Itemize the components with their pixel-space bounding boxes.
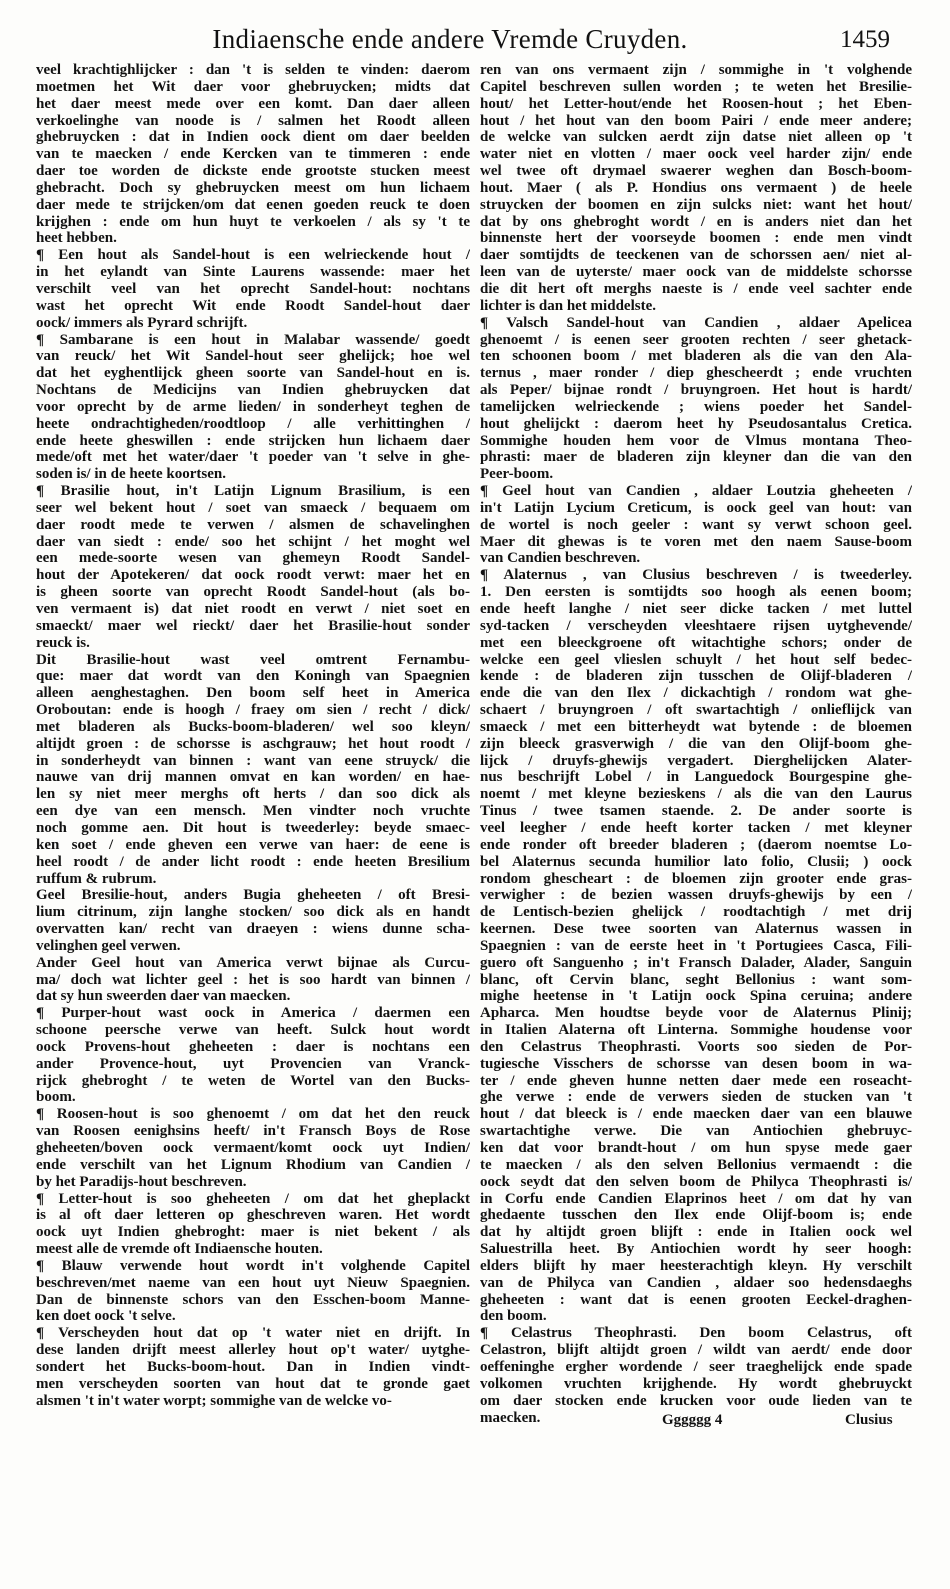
text-line: het daer meest mede over een komt. Dan daer alleen <box>36 95 470 112</box>
text-line: elders blijft hy maer heesterachtigh kleyn. Hy verschilt <box>480 1257 912 1274</box>
text-line: struycken der boomen en zijn sulcks niet: want het hout/ <box>480 196 912 213</box>
text-line: ende ronder oft breeder bladeren ; (daerom noemtse Lo- <box>480 836 912 853</box>
text-line: den Celastrus Theophrasti. Voorts soo sieden de Por- <box>480 1038 912 1055</box>
text-line: by het Paradijs-hout beschreven. <box>36 1173 247 1190</box>
text-line: daer somtijdts de teeckenen van de schorssen aen/ niet al- <box>480 247 912 264</box>
text-line: seer wel bekent hout / soet van smaeck / bequaem om <box>36 499 470 516</box>
text-line: lium citrinum, zijn langhe stocken/ soo dick als en handt <box>36 904 470 921</box>
text-line: lijck / druyfs-ghewijs vergadert. Dierghelijcken Alater- <box>480 752 912 769</box>
page-number: 1459 <box>840 26 890 53</box>
text-line: ¶ Brasilie hout, in't Latijn Lignum Brasilium, is een <box>36 483 470 500</box>
text-line: van reuck/ het Wit Sandel-hout seer ghelijck; hoe wel <box>36 348 470 365</box>
text-line: syd-tacken / verscheyden vleeshtaere rijsen uytghevende/ <box>480 617 912 634</box>
text-line: Celastron, blijft altijdt groen / wildt van aerdt/ ende door <box>480 1342 912 1359</box>
text-line: daer toe worden de dickste ende grootste stucken meest <box>36 163 470 180</box>
text-line: Saluestrilla heet. By Antiochien wordt hy seer hoogh: <box>480 1241 912 1258</box>
text-line: dat sy hun sweerden daer van maecken. <box>36 988 291 1005</box>
text-line: ende die van den Ilex / dickachtigh / rondom wat ghe- <box>480 685 912 702</box>
text-line: reuck is. <box>36 634 90 651</box>
text-line: mede/oft met het water/daer 't poeder van 't selve in ghe- <box>36 449 470 466</box>
text-line: de Lentisch-bezien ghelijck / roodtachtigh / met drij <box>480 904 912 921</box>
text-line: nauwe van drij mannen omvat en kan worden/ en hae- <box>36 769 470 786</box>
text-line: Oroboutan: ende is hoogh / fraey om sien / recht / dick/ <box>36 702 470 719</box>
text-line: ¶ Letter-hout is soo gheheeten / om dat het gheplackt <box>36 1190 470 1207</box>
text-line: veel krachtighlijcker : dan 't is selden te vinden: daerom <box>36 62 470 78</box>
text-line: ¶ Alaternus , van Clusius beschreven / is tweederley. <box>480 567 912 584</box>
text-line: oock seydt dat den selven boom de Philyca Theophrasti is/ <box>480 1173 912 1190</box>
text-line: van Roosen eenighsins heeft/ in't Fransch Boys de Rose <box>36 1123 470 1140</box>
text-line: Tinus / twee tsamen staende. 2. De ander soorte is <box>480 803 912 820</box>
text-line: in't Latijn Lycium Creticum, is oock geel van hout: van <box>480 499 912 516</box>
text-line: Dan de binnenste schors van den Esschen-boom Manne- <box>36 1291 470 1308</box>
text-line: alsmen 't in't water worpt; sommighe van de welcke vo- <box>36 1392 392 1409</box>
text-line: wast het oprecht Wit ende Roodt Sandel-hout daer <box>36 297 470 314</box>
text-line: ten schoonen boom / met bladeren als die van den Ala- <box>480 348 912 365</box>
text-line: Geel Bresilie-hout, anders Bugia gheheeten / oft Bresi- <box>36 887 470 904</box>
text-line: rondom ghescheart : de bloemen zijn grooter ende gras- <box>480 870 912 887</box>
text-line: Spaegnien : van de eerste heet in 't Portugiees Casca, Fili- <box>480 937 912 954</box>
text-line: hout / het hout van den boom Pairi / ende meer andere; <box>480 112 912 129</box>
text-line: daer roodt mede te verwen / alsmen de schavelinghen <box>36 516 470 533</box>
right-column <box>480 62 912 1426</box>
text-line: te maecken / als den selven Bellonius vermaendt : die <box>480 1156 912 1173</box>
text-line: swartachtighe verwe. Die van Antiochien ghebruyc- <box>480 1123 912 1140</box>
text-line: leen van de uyterste/ maer oock van de middelste schorsse <box>480 264 912 281</box>
text-line: smaeckt/ maer wel rieckt/ daer het Brasilie-hout sonder <box>36 617 470 634</box>
text-line: smaeck / met een bitterheydt wat bytende : de bloemen <box>480 718 912 735</box>
text-line: ¶ Blauw verwende hout wordt in't volghende Capitel <box>36 1257 470 1274</box>
page-footer <box>0 1410 950 1428</box>
text-line: een dye van een mensch. Men vindter noch vruchte <box>36 803 470 820</box>
text-line: verschilt veel van het oprecht Sandel-hout: nochtans <box>36 280 470 297</box>
text-line: ¶ Purper-hout wast oock in America / daermen een <box>36 1005 470 1022</box>
text-line: keernen. Dese twee soorten van Alaternus wassen in <box>480 921 912 938</box>
text-line: hout ghelijckt : daerom heet hy Pseudosantalus Cretica. <box>480 415 912 432</box>
text-line: sondert het Bucks-boom-hout. Dan in Indien vindt- <box>36 1358 470 1375</box>
text-line: de wortel is noch geeler : want sy verwt schoon geel. <box>480 516 912 533</box>
text-line: lichter is dan het middelste. <box>480 297 656 314</box>
text-line: velinghen geel verwen. <box>36 937 181 954</box>
text-line: ruffum & rubrum. <box>36 870 157 887</box>
text-line: in Italien Alaterna oft Linterna. Sommighe houdense voor <box>480 1022 912 1039</box>
text-line: Sommighe houden hem voor de Vlmus montana Theo- <box>480 432 912 449</box>
text-line: ¶ Roosen-hout is soo ghenoemt / om dat het den reuck <box>36 1106 470 1123</box>
text-line: Apharca. Men houdtse beyde voor de Alaternus Plinij; <box>480 1005 912 1022</box>
text-line: zijn bleeck grasverwigh / die van den Olijf-boom ghe- <box>480 735 912 752</box>
text-line: krijghen : ende om hun huyt te verkoelen / als sy 't te <box>36 213 470 230</box>
text-line: Dit Brasilie-hout wast veel omtrent Fernambu- <box>36 651 470 668</box>
text-line: ¶ Valsch Sandel-hout van Candien , aldaer Apelicea <box>480 314 912 331</box>
text-line: ¶ Geel hout van Candien , aldaer Loutzia gheheeten / <box>480 483 912 500</box>
text-line: een mede-soorte wesen van ghemeyn Roodt Sandel- <box>36 550 470 567</box>
text-line: blanc, oft Cervin blanc, seght Bellonius : want som- <box>480 971 912 988</box>
text-line: 1. Den eersten is somtijdts soo hoogh als eenen boom; <box>480 584 912 601</box>
text-line: ken doet oock 't selve. <box>36 1308 176 1325</box>
text-line: bel Alaternus secunda humilior lato folio, Clusii; ) oock <box>480 853 912 870</box>
text-line: oock Provens-hout gheheeten : daer is nochtans een <box>36 1038 470 1055</box>
text-line: meest alle de vremde oft Indiaensche houten. <box>36 1241 323 1258</box>
text-line: oeffeninghe ergher wordende / seer traeghelijck ende spade <box>480 1358 912 1375</box>
text-line: ghebruycken : dat in Indien oock dient om daer beelden <box>36 129 470 146</box>
text-line: hout. Maer ( als P. Hondius ons vermaent ) de heele <box>480 179 912 196</box>
text-line: ende verschilt van het Lignum Rhodium van Candien / <box>36 1156 470 1173</box>
text-line: overvatten kan/ recht van draeyen : wiens dunne scha- <box>36 921 470 938</box>
signature-mark: Gggggg 4 <box>662 1412 723 1428</box>
text-line: men verscheyden soorten van hout dat te gronde gaet <box>36 1375 470 1392</box>
text-line: oock/ immers als Pyrard schrijft. <box>36 314 248 331</box>
text-line: ghenoemt / is eenen seer grooten rechten / seer ghetack- <box>480 331 912 348</box>
text-line: rijck ghebroght / te weten de Wortel van den Bucks- <box>36 1072 470 1089</box>
text-line: den boom. <box>480 1308 547 1325</box>
text-line: in Corfu ende Candien Elaprinos heet / om dat hy van <box>480 1190 912 1207</box>
text-line: phrasti: maer de bladeren zijn kleyner dan die van den <box>480 449 912 466</box>
text-line: que: maer dat wordt van den Koningh van Spaegnien <box>36 668 470 685</box>
text-line: in het eylandt van Sinte Laurens wassende: maer het <box>36 264 470 281</box>
text-line: voor oprecht by de arme lieden/ in sonderheyt teghen de <box>36 398 470 415</box>
text-line: van de Philyca van Candien , aldaer soo hedensdaeghs <box>480 1274 912 1291</box>
text-line: wel twee oft drymael swaerer weghen dan Bosch-boom- <box>480 163 912 180</box>
text-line: tamelijcken welrieckende ; wiens poeder het Sandel- <box>480 398 912 415</box>
text-line: is al oft daer letteren op gheschreven waren. Het wordt <box>36 1207 470 1224</box>
text-line: met bladeren als Bucks-boom-bladeren/ wel soo kleyn/ <box>36 718 470 735</box>
text-line: ¶ Verscheyden hout dat op 't water niet en drijft. In <box>36 1325 470 1342</box>
text-line: noemt / met kleyne bezieskens / als die van den Laurus <box>480 786 912 803</box>
text-line: schoone peersche verwe van heeft. Sulck hout wordt <box>36 1022 470 1039</box>
text-line: heel roodt / de ander licht roodt : ende heeten Bresilium <box>36 853 470 870</box>
running-title: Indiaensche ende andere Vremde Cruyden. <box>212 24 688 54</box>
text-line: ghebracht. Doch sy ghebruycken meest om hun lichaem <box>36 179 470 196</box>
text-line: heet hebben. <box>36 230 117 247</box>
text-line: Ander Geel hout van America verwt bijnae als Curcu- <box>36 954 470 971</box>
text-line: daer van siedt : ende/ soo het schijnt / het moght wel <box>36 533 470 550</box>
text-line: de welcke van sulcken aerdt zijn datse niet alleen op 't <box>480 129 912 146</box>
text-line: hout/ het Letter-hout/ende het Roosen-hout ; het Eben- <box>480 95 912 112</box>
text-line: om daer stocken ende krucken voor oude lieden van te <box>480 1392 912 1409</box>
text-line: ghedaente tusschen den Ilex ende Olijf-boom is; ende <box>480 1207 912 1224</box>
text-line: Capitel beschreven sullen worden ; te weten het Bresilie- <box>480 78 912 95</box>
text-line: gheheeten/boven oock vermaent/komt oock uyt Indien/ <box>36 1140 470 1156</box>
text-line: is gheen soorte van oprecht Roodt Sandel-hout (als bo- <box>36 584 470 601</box>
text-line: dat hy altijdt groen blijft : ende in Italien oock wel <box>480 1224 912 1241</box>
text-line: Maer dit ghewas is te voren met den naem Sause-boom <box>480 533 912 550</box>
text-line: veel leegher / ende heeft korter tacken / met kleyner <box>480 819 912 836</box>
text-line: van Candien beschreven. <box>480 550 641 567</box>
text-line: ¶ Sambarane is een hout in Malabar wassende/ goedt <box>36 331 470 348</box>
text-line: nus beschrijft Lobel / in Languedock Bourgespine ghe- <box>480 769 912 786</box>
text-line: binnenste hert der voorseyde boomen : ende men vindt <box>480 230 912 247</box>
text-line: alleen aenghestaghen. Den boom self heet in America <box>36 685 470 702</box>
text-line: altijdt groen : de schorsse is aschgrauw; het hout roodt / <box>36 735 470 752</box>
left-column <box>36 62 470 1410</box>
text-line: soden is/ in de heete koortsen. <box>36 466 227 483</box>
text-line: van te maecken / ende Kercken van te timmeren : ende <box>36 146 470 163</box>
text-line: ven vermaent is) dat niet roodt en verwt / niet soet en <box>36 601 470 617</box>
text-line: oock uyt Indien ghebroght: maer is niet bekent / als <box>36 1224 470 1241</box>
text-line: len sy niet meer merghs oft herts / dan soo dick als <box>36 786 470 803</box>
text-line: ma/ doch wat lichter geel : het is soo hardt van binnen / <box>36 971 470 988</box>
text-line: ghe verwe : ende de verwers sieden de stucken van 't <box>480 1089 912 1106</box>
text-line: heete ondrachtigheden/roodtloop / alle verhittinghen / <box>36 415 470 432</box>
text-line: ken soet / ende gheven een verwe van haer: de eene is <box>36 836 470 853</box>
text-line: daer mede te strijcken/om dat eenen goeden reuck te doen <box>36 196 470 213</box>
text-line: dat by ons ghebroght wordt / en is anders niet dan het <box>480 213 912 230</box>
text-line: kende : de bladeren zijn tusschen de Olijf-bladeren / <box>480 668 912 685</box>
text-line: gheheeten : want dat is eenen grooten Eeckel-draghen- <box>480 1291 912 1308</box>
text-line: hout der Apotekeren/ dat oock roodt verwt: maer het en <box>36 567 470 584</box>
text-line: moetmen het Wit daer voor ghebruycken; midts dat <box>36 78 470 95</box>
text-line: water niet en vlotten / maer oock veel harder zijn/ ende <box>480 146 912 163</box>
text-line: volkomen vruchten krijghende. Hy wordt ghebruyckt <box>480 1375 912 1392</box>
text-line: ander Provence-hout, uyt Provencien van Vranck- <box>36 1055 470 1072</box>
text-line: schaert / bruyngroen / oft swartachtigh / onlieflijck van <box>480 702 912 719</box>
text-line: als Peper/ bijnae rondt / bruyngroen. Het hout is hardt/ <box>480 382 912 399</box>
text-line: tugiesche Visschers de schorsse van desen boom in wa- <box>480 1055 912 1072</box>
text-line: boom. <box>36 1089 76 1106</box>
text-line: beschreven/met naeme van een hout uyt Nieuw Spaegnien. <box>36 1274 470 1291</box>
text-line: dat het eyghentlijck gheen soorte van Sandel-hout en is. <box>36 365 470 382</box>
text-line: in sonderheydt van binnen : want van eene struyck/ die <box>36 752 470 769</box>
text-line: ¶ Celastrus Theophrasti. Den boom Celastrus, oft <box>480 1325 912 1342</box>
text-line: ken dat voor brandt-hout / om hun spyse mede gaer <box>480 1140 912 1156</box>
text-line: ter / ende gheven hunne netten daer mede een roseacht- <box>480 1072 912 1089</box>
text-line: verwigher : de bezien wassen druyfs-ghewijs by een / <box>480 887 912 904</box>
text-line: guero oft Sanguenho ; in't Fransch Dalader, Alader, Sanguin <box>480 954 912 971</box>
text-line: welcke een geel vlieslen schuylt / het hout self bedec- <box>480 651 912 668</box>
text-line: met een bleeckgroene oft witachtighe schors; onder de <box>480 634 912 651</box>
text-line: maecken. <box>480 1409 541 1426</box>
text-line: ende heeft langhe / niet seer dicke tacken / met luttel <box>480 601 912 617</box>
text-line: hout / dat bleeck is / ende maecken daer van een blauwe <box>480 1106 912 1123</box>
text-line: verkoelinghe van noode is / salmen het Roodt alleen <box>36 112 470 129</box>
text-line: Nochtans de Medicijns van Indien ghebruycken dat <box>36 382 470 399</box>
text-line: die dit hert oft merghs naeste is / ende veel sachter ende <box>480 280 912 297</box>
text-line: ternus , maer ronder / diep ghescheerdt ; ende vruchten <box>480 365 912 382</box>
text-line: Peer-boom. <box>480 466 554 483</box>
text-line: noch gomme aen. Dit hout is tweederley: beyde smaec- <box>36 819 470 836</box>
text-line: dese landen drijft meest allerley hout op't water/ uytghe- <box>36 1342 470 1359</box>
text-line: ende heete gheswillen : ende strijcken hun lichaem daer <box>36 432 470 449</box>
catchword: Clusius <box>845 1412 893 1428</box>
text-line: ren van ons vermaent zijn / sommighe in 't volghende <box>480 62 912 78</box>
text-line: ¶ Een hout als Sandel-hout is een welrieckende hout / <box>36 247 470 264</box>
text-line: mighe heetense in 't Latijn oock Spina ceruina; andere <box>480 988 912 1005</box>
